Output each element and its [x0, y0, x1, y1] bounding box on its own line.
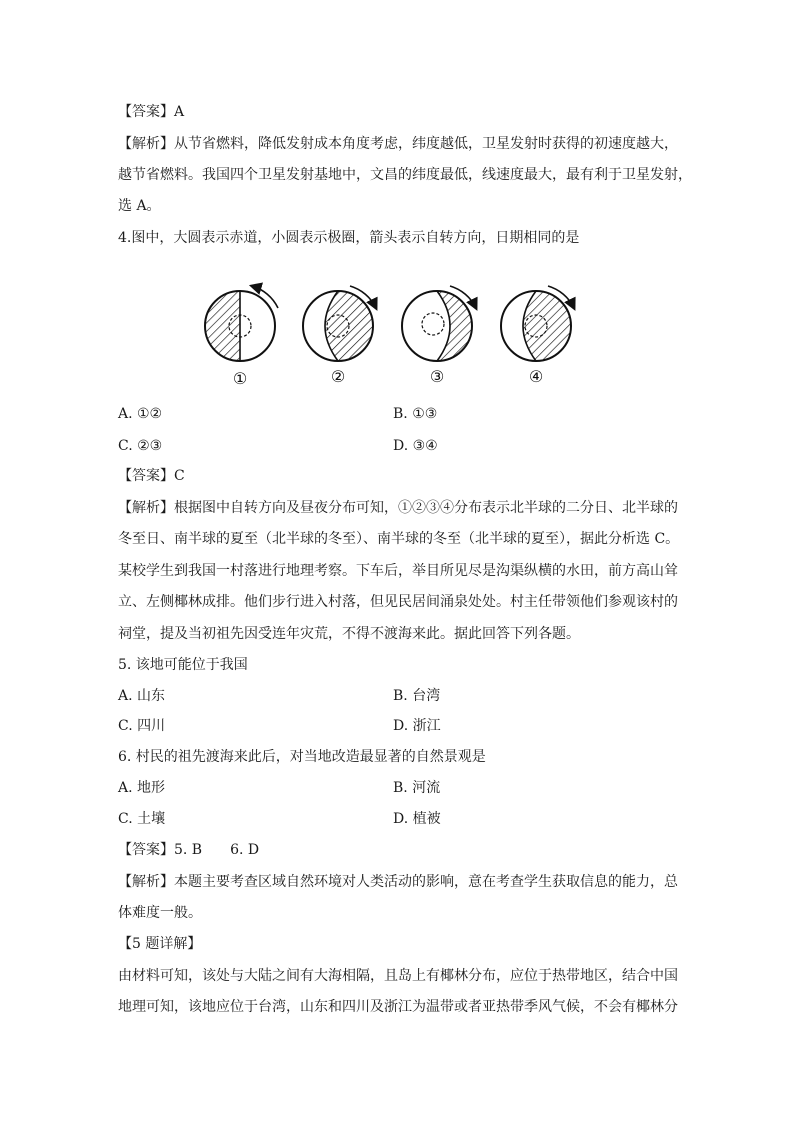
q6-option-a: A. 地形	[118, 780, 166, 796]
q4-option-a: A. ①②	[118, 406, 163, 422]
q3-analysis-line-1: 【解析】从节省燃料，降低发射成本角度考虑，纬度越低，卫星发射时获得的初速度越大，	[118, 136, 678, 152]
q5-detail-line-1: 由材料可知，该处与大陆之间有大海相隔，且岛上有椰林分布，应位于热带地区，结合中国	[118, 968, 678, 984]
q5-detail-heading: 【5 题详解】	[118, 936, 202, 952]
q3-answer: 【答案】A	[118, 104, 185, 120]
q4-analysis-line-2: 冬至日、南半球的夏至（北半球的冬至）、南半球的冬至（北半球的夏至），据此分析选 C。	[118, 531, 680, 547]
q4-option-b: B. ①③	[393, 406, 438, 422]
q6-option-d: D. 植被	[393, 811, 441, 827]
q3-analysis-line-3: 选 A。	[118, 198, 161, 214]
q4-stem: 4.图中，大圆表示赤道，小圆表示极圈，箭头表示自转方向，日期相同的是	[118, 230, 580, 246]
q4-analysis-line-1: 【解析】根据图中自转方向及昼夜分布可知，①②③④分布表示北半球的二分日、北半球的	[118, 500, 678, 516]
q5-option-a: A. 山东	[118, 688, 166, 704]
figure-label-1: ①	[232, 369, 248, 388]
figure-label-2: ②	[330, 367, 346, 386]
q56-answer: 【答案】5. B 6. D	[118, 842, 260, 858]
q6-option-c: C. 土壤	[118, 811, 166, 827]
q4-option-c: C. ②③	[118, 438, 163, 454]
q4-option-d: D. ③④	[393, 438, 438, 454]
q5-option-b: B. 台湾	[393, 688, 441, 704]
q56-analysis-line-2: 体难度一般。	[118, 905, 202, 921]
q6-stem: 6. 村民的祖先渡海来此后，对当地改造最显著的自然景观是	[118, 749, 486, 765]
earth-diagram-3	[402, 286, 480, 361]
passage-line-1: 某校学生到我国一村落进行地理考察。下车后，举目所见尽是沟渠纵横的水田，前方高山耸	[118, 563, 678, 579]
earth-diagram-2	[303, 286, 380, 361]
earth-diagram-1	[205, 286, 278, 361]
q3-analysis-line-2: 越节省燃料。我国四个卫星发射基地中，文昌的纬度最低，线速度最大，最有利于卫星发射，	[118, 167, 692, 183]
q4-figure	[200, 278, 600, 390]
passage-line-3: 祠堂，提及当初祖先因受连年灾荒，不得不渡海来此。据此回答下列各题。	[118, 626, 580, 642]
q4-answer: 【答案】C	[118, 468, 185, 484]
q56-analysis-line-1: 【解析】本题主要考查区域自然环境对人类活动的影响，意在考查学生获取信息的能力，总	[118, 874, 678, 890]
figure-label-3: ③	[429, 367, 445, 386]
q5-detail-line-2: 地理可知，该地应位于台湾，山东和四川及浙江为温带或者亚热带季风气候，不会有椰林分	[118, 999, 678, 1015]
figure-label-4: ④	[528, 367, 544, 386]
q6-option-b: B. 河流	[393, 780, 441, 796]
q5-option-c: C. 四川	[118, 718, 166, 734]
passage-line-2: 立、左侧椰林成排。他们步行进入村落，但见民居间涌泉处处。村主任带领他们参观该村的	[118, 594, 678, 610]
q5-option-d: D. 浙江	[393, 718, 441, 734]
earth-diagram-4	[501, 286, 580, 361]
q5-stem: 5. 该地可能位于我国	[118, 657, 248, 673]
